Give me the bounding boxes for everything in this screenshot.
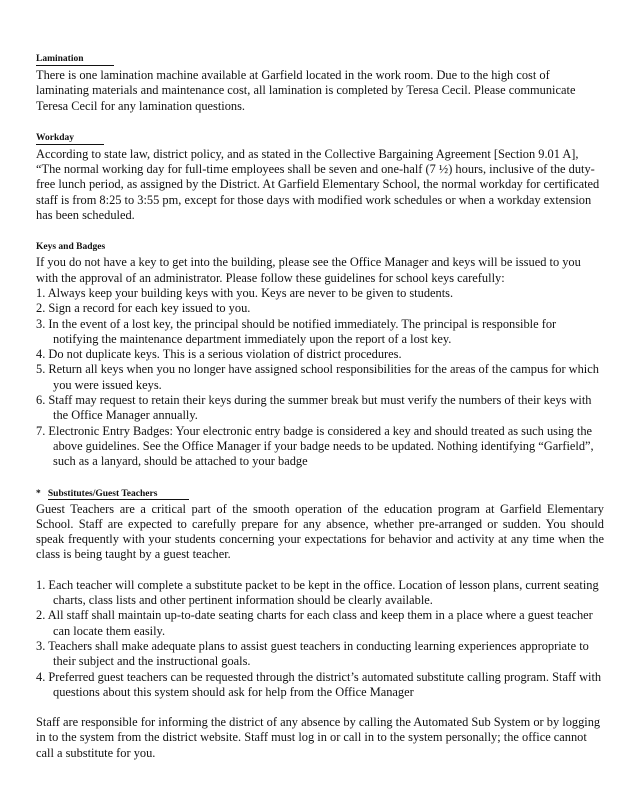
substitutes-intro: Guest Teachers are a critical part of the smooth operation of the education program at Garfield Elementary School. Staff are expected to carefully prepare for any absence, whether pre-arranged or sudden. You should speak frequently with your students concerning your expectations for behavior and activity at any time when the class is being taught by a guest teacher. (36, 501, 604, 562)
substitutes-list (36, 578, 604, 700)
keys-item-6: 6. Staff may request to retain their keys during the summer break but must verify the numbers of their keys with the Office Manager annually. (36, 393, 592, 423)
keys-item-5: 5. Return all keys when you no longer have assigned school responsibilities for the areas of the campus for which you were issued keys. (36, 362, 599, 392)
workday-text: According to state law, district policy, and as stated in the Collective Bargaining Agreement [Section 9.01 A], “The normal working day for full-time employees shall be seven and one-half (7 ½) hours, inclusive of the duty-free lunch period, as assigned by the District. At Garfield Elementary School, the normal workday for certificated staff is from 8:25 to 3:55 pm, except for those days with modified work schedules or when a workday extension has been scheduled. (36, 146, 600, 223)
substitutes-closing: Staff are responsible for informing the district of any absence by calling the Automated Sub System or by logging in to the system from the district website. Staff must log in or call in to the system personally; the office cannot call a substitute for you. (36, 715, 601, 760)
keys-section (36, 238, 604, 469)
substitutes-heading-row (36, 488, 189, 500)
document-page (36, 50, 604, 776)
workday-section (36, 129, 604, 223)
lamination-text: There is one lamination machine available at Garfield located in the work room. Due to the high cost of laminating materials and maintenance cost, all lamination is completed by Teresa Cecil. Please communicate Teresa Cecil for any lamination questions. (36, 68, 576, 113)
keys-item-7: 7. Electronic Entry Badges: Your electronic entry badge is considered a key and should treated as such using the above guidelines. See the Office Manager if your badge needs to be updated. Nothing identifying “Garfield”, such as a lanyard, should be attached to your badge (36, 423, 594, 469)
substitutes-heading: Substitutes/Guest Teachers (48, 489, 190, 500)
keys-item-1: 1. Always keep your building keys with you. Keys are never to be given to students. (36, 285, 454, 300)
keys-item-3: 3. In the event of a lost key, the principal should be notified immediately. The principal is responsible for notifying the maintenance department immediately upon the report of a lost key. (36, 316, 557, 346)
substitutes-section (36, 485, 604, 761)
substitutes-item-3: 3. Teachers shall make adequate plans to assist guest teachers in conducting learning experiences appropriate to their subject and the instructional goals. (36, 638, 589, 669)
workday-heading: Workday (36, 132, 104, 145)
keys-item-4: 4. Do not duplicate keys. This is a serious violation of district procedures. (36, 347, 402, 362)
lamination-heading: Lamination (36, 53, 114, 66)
keys-heading: Keys and Badges (36, 242, 106, 253)
keys-list (36, 286, 604, 470)
substitutes-item-4: 4. Preferred guest teachers can be requested through the district’s automated substitute calling program. Staff with questions about this system should ask for help from the Office Manager (36, 669, 602, 699)
keys-item-2: 2. Sign a record for each key issued to you. (36, 301, 251, 316)
keys-intro: If you do not have a key to get into the building, please see the Office Manager and keys will be issued to you with the approval of an administrator. Please follow these guidelines for school keys carefully: (36, 255, 581, 285)
substitutes-item-2: 2. All staff shall maintain up-to-date seating charts for each class and keep them in a place where a guest teacher can locate them easily. (36, 608, 593, 638)
substitutes-star: * (36, 488, 41, 499)
lamination-section (36, 50, 604, 114)
substitutes-item-1: 1. Each teacher will complete a substitute packet to be kept in the office. Location of lesson plans, current seating charts, class lists and other pertinent information should be clearly available. (36, 577, 599, 608)
